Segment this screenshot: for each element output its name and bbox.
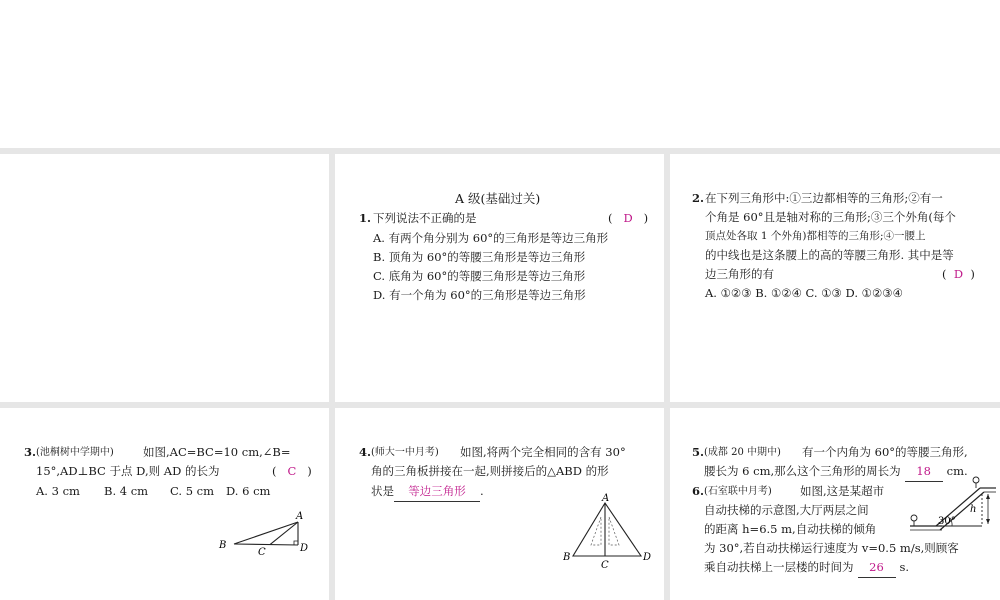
q1-option-d: D. 有一个角为 60°的三角形是等边三角形 <box>373 288 586 302</box>
q3-answer: C <box>287 464 297 478</box>
q1-answer: D <box>623 211 633 225</box>
q5-line-2-prefix: 腰长为 6 cm,那么这个三角形的周长为 <box>704 464 901 478</box>
q3-option-c: C. 5 cm <box>170 484 215 498</box>
q2-line-4: 的中线也是这条腰上的高的等腰三角形. 其中是等 <box>705 248 954 262</box>
q3-source: (池桐树中学期中) <box>36 447 114 458</box>
q3-label-a: A <box>296 511 304 522</box>
q6-line-3: 的距离 h=6.5 m,自动扶梯的倾角 <box>704 522 877 536</box>
q4-source: (师大一中月考) <box>371 447 439 458</box>
q5-source: (成都 20 中期中) <box>704 447 781 458</box>
q6-line-5 <box>704 558 909 578</box>
q6-escalator-figure <box>908 474 998 534</box>
q3-option-a: A. 3 cm <box>36 484 80 498</box>
q5-line-1: 有一个内角为 60°的等腰三角形, <box>802 445 968 459</box>
q3-label-b: B <box>219 540 227 551</box>
q2-answer-bracket: ( D ) <box>942 267 975 281</box>
q1-answer-bracket: ( D ) <box>608 211 649 225</box>
q2-line-1: 在下列三角形中:①三边都相等的三角形;②有一 <box>705 191 943 205</box>
q4-label-c: C <box>601 560 609 571</box>
q5-line-2-suffix: cm. <box>946 464 968 478</box>
panel-blank <box>0 154 329 402</box>
q5-answer: 18 <box>905 462 943 482</box>
panel-question-2 <box>670 154 1000 402</box>
q1-stem: 下列说法不正确的是 <box>373 211 477 225</box>
q3-number: 3. <box>24 445 37 459</box>
q3-line-2: 15°,AD⊥BC 于点 D,则 AD 的长为 <box>36 464 220 478</box>
q3-triangle-figure <box>210 508 320 568</box>
q6-h-label: h <box>970 504 977 515</box>
q3-label-d: D <box>300 543 309 554</box>
q6-line-1: 如图,这是某超市 <box>800 484 885 498</box>
panel-question-1 <box>335 154 664 402</box>
panel-question-4 <box>335 408 664 600</box>
q1-option-c: C. 底角为 60°的等腰三角形是等边三角形 <box>373 269 586 283</box>
q3-label-c: C <box>258 547 266 558</box>
q4-label-d: D <box>643 552 652 563</box>
q6-number: 6. <box>692 484 705 498</box>
q3-option-d: D. 6 cm <box>226 484 271 498</box>
q3-option-b: B. 4 cm <box>104 484 149 498</box>
q6-line-4: 为 30°,若自动扶梯运行速度为 v=0.5 m/s,则顾客 <box>704 541 959 555</box>
section-heading: A 级(基础过关) <box>455 191 541 206</box>
q6-answer: 26 <box>858 558 896 578</box>
panel-question-3 <box>0 408 329 600</box>
q2-answer: D <box>953 267 964 281</box>
q4-label-b: B <box>563 552 571 563</box>
panel-question-5-6 <box>670 408 1000 600</box>
q6-line-5-suffix: s. <box>899 560 910 574</box>
q4-line-3 <box>371 482 484 502</box>
q6-line-5-prefix: 乘自动扶梯上一层楼的时间为 <box>704 560 854 574</box>
q2-number: 2. <box>692 191 705 205</box>
q1-option-a: A. 有两个角分别为 60°的三角形是等边三角形 <box>373 231 609 245</box>
q2-line-3: 顶点处各取 1 个外角)都相等的三角形;④一腰上 <box>705 230 926 242</box>
q4-line-3-prefix: 状是 <box>371 484 394 498</box>
q2-options: A. ①②③ B. ①②④ C. ①③ D. ①②③④ <box>705 286 903 300</box>
q1-number: 1. <box>359 211 372 225</box>
q4-label-a: A <box>602 493 610 504</box>
q4-triangle-figure <box>563 493 653 573</box>
q4-answer: 等边三角形 <box>394 482 480 502</box>
q1-option-b: B. 顶角为 60°的等腰三角形是等边三角形 <box>373 250 586 264</box>
q5-number: 5. <box>692 445 705 459</box>
q3-line-1: 如图,AC=BC=10 cm,∠B= <box>143 445 291 459</box>
q6-source: (石室联中月考) <box>704 486 772 497</box>
q6-line-2: 自动扶梯的示意图,大厅两层之间 <box>704 503 869 517</box>
q3-answer-bracket: ( C ) <box>272 464 312 478</box>
q4-line-2: 角的三角板拼接在一起,则拼接后的△ABD 的形 <box>371 464 609 478</box>
q4-line-1: 如图,将两个完全相同的含有 30° <box>460 445 626 459</box>
q2-line-2: 个角是 60°且是轴对称的三角形;③三个外角(每个 <box>705 210 956 224</box>
q4-number: 4. <box>359 445 372 459</box>
q4-line-3-suffix: . <box>480 484 484 498</box>
q6-angle-label: 30° <box>938 516 956 527</box>
q2-line-5: 边三角形的有 <box>705 267 774 281</box>
